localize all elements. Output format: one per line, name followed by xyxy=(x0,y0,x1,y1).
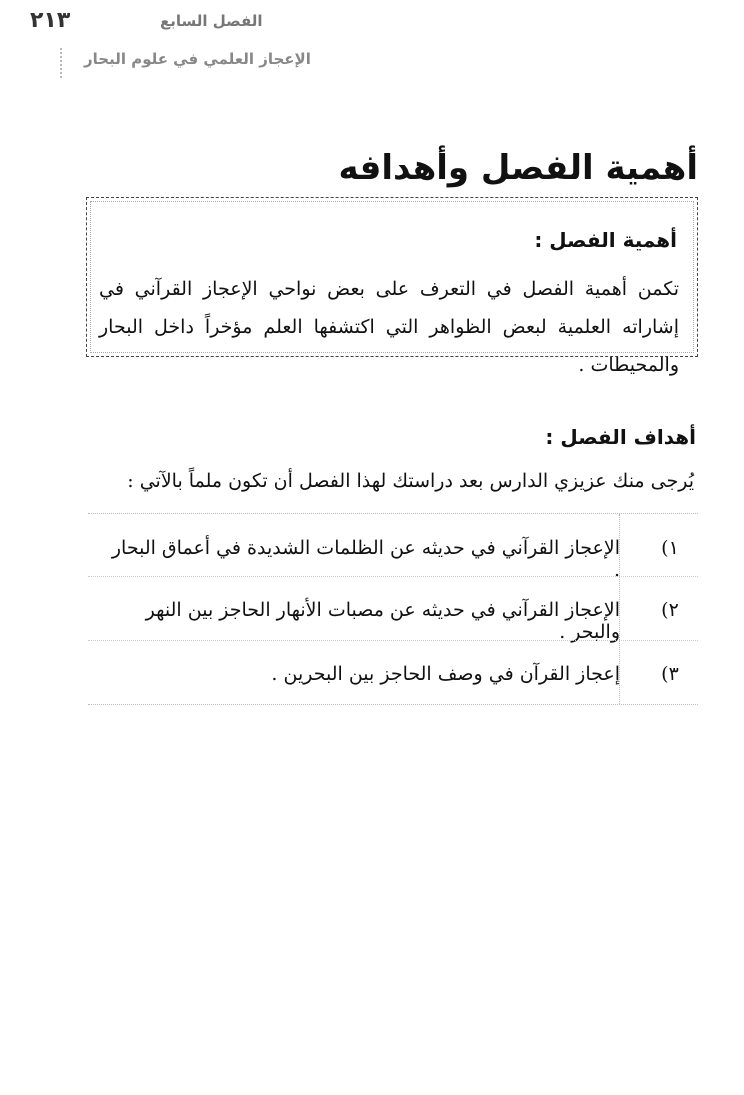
importance-heading: أهمية الفصل : xyxy=(534,228,677,252)
goal-number: ٣) xyxy=(661,663,679,685)
running-header-book-title: الإعجاز العلمي في علوم البحار xyxy=(84,50,311,68)
goal-item xyxy=(88,640,698,698)
importance-box xyxy=(86,197,698,376)
goal-item xyxy=(88,514,698,581)
goals-heading: أهداف الفصل : xyxy=(545,425,696,449)
header-ornament xyxy=(60,48,72,78)
page-number: ٢١٣ xyxy=(30,8,71,33)
goal-number: ١) xyxy=(661,537,679,559)
goal-text: إعجاز القرآن في وصف الحاجز بين البحرين . xyxy=(271,663,620,685)
section-title: أهمية الفصل وأهدافه xyxy=(338,148,698,188)
goal-item xyxy=(88,576,698,643)
goal-text: الإعجاز القرآني في حديثه عن مصبات الأنهار الحاجز بين النهر والبحر . xyxy=(145,599,620,643)
importance-body: تكمن أهمية الفصل في التعرف على بعض نواحي الإعجاز القرآني في إشاراته العلمية لبعض الظواهر التي اكتشفها العلم مؤخراً داخل البحار والمحيطات . xyxy=(99,278,679,376)
goals-list xyxy=(88,513,698,705)
goals-intro: يُرجى منك عزيزي الدارس بعد دراستك لهذا الفصل أن تكون ملماً بالآتي : xyxy=(127,470,694,492)
goal-number: ٢) xyxy=(661,599,679,621)
goal-text: الإعجاز القرآني في حديثه عن الظلمات الشديدة في أعماق البحار . xyxy=(111,537,620,581)
running-header-chapter: الفصل السابع xyxy=(160,12,263,30)
